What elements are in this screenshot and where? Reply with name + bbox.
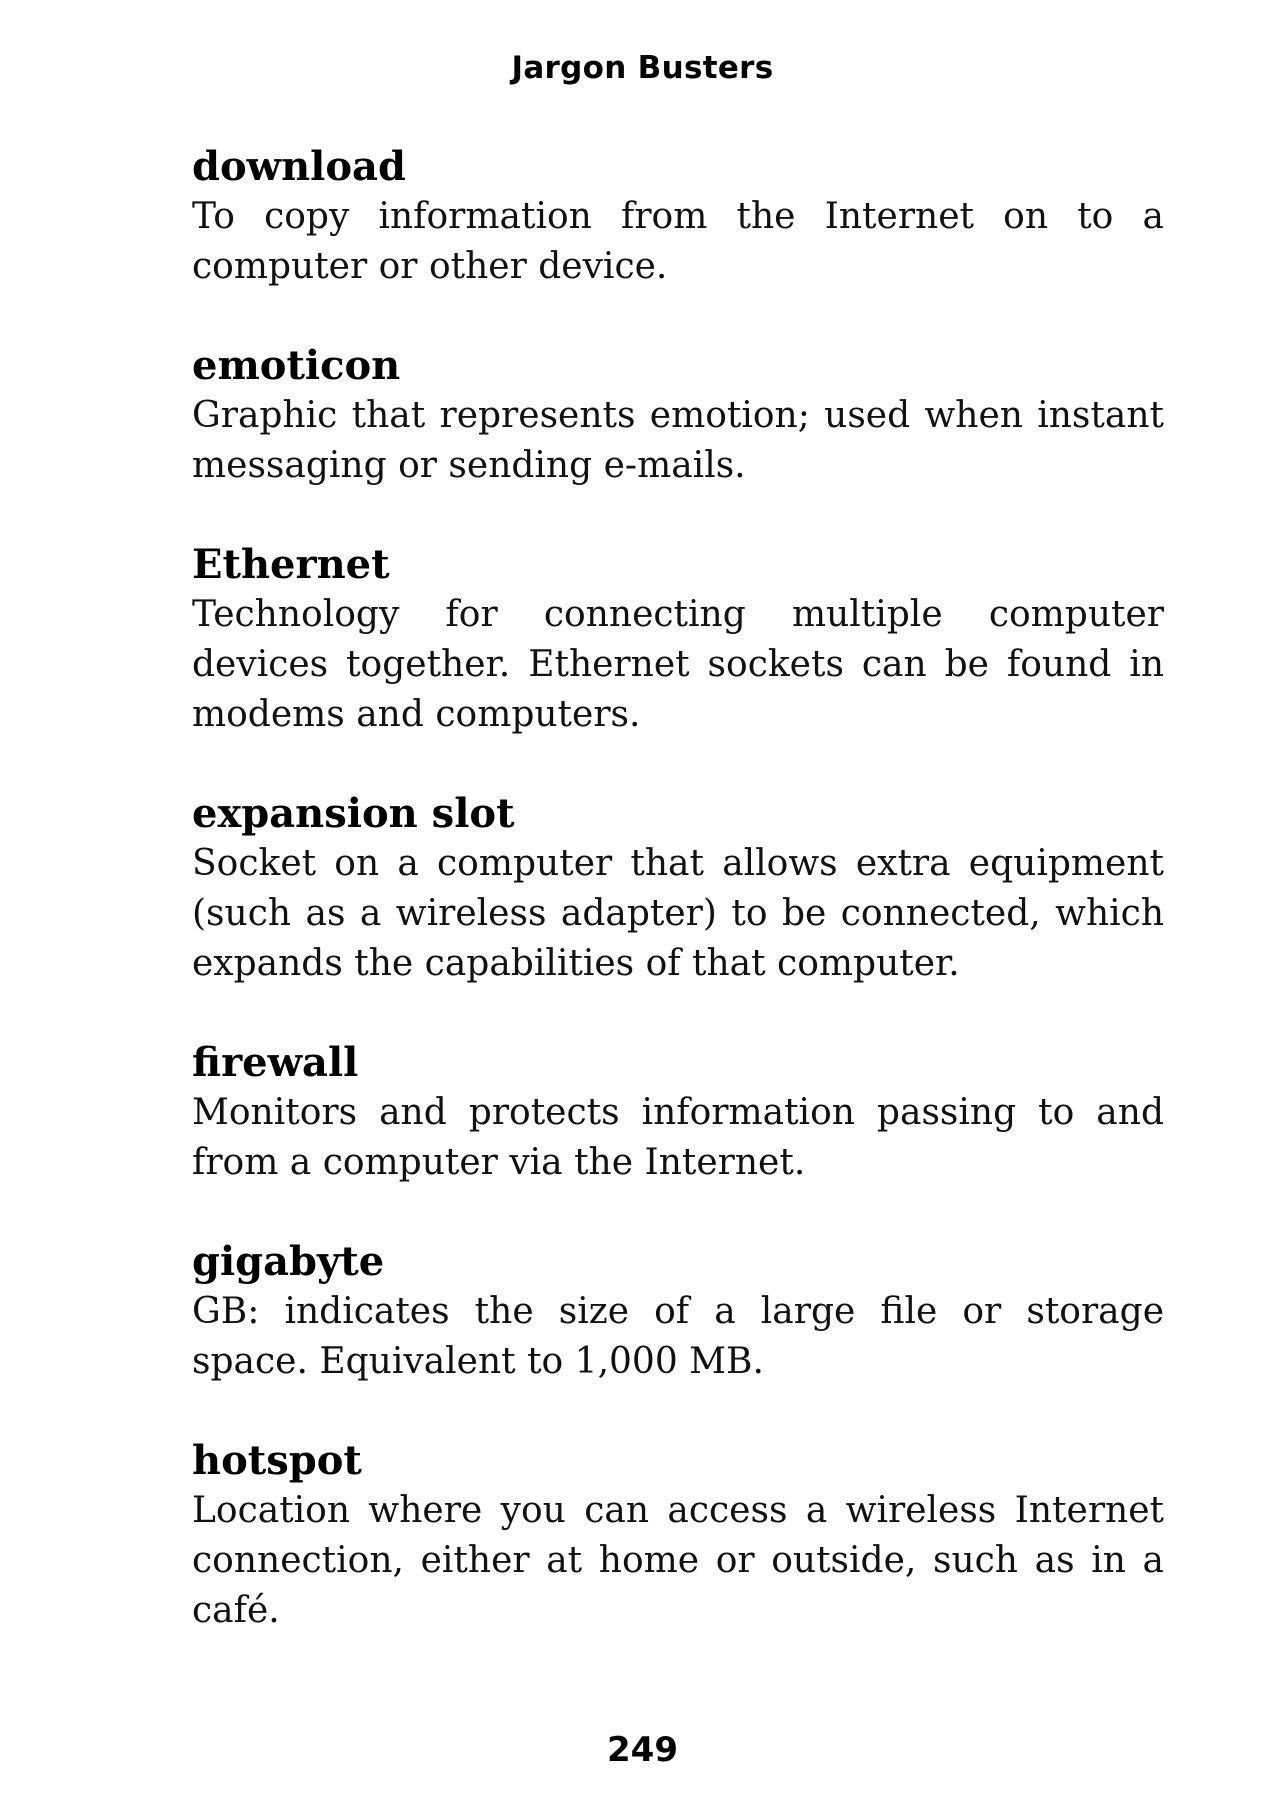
glossary-term: expansion slot — [192, 790, 515, 837]
glossary-term: hotspot — [192, 1437, 362, 1484]
glossary-definition: GB: indicates the size of a large file or storage space. Equivalent to 1,000 MB. — [192, 1291, 1164, 1382]
glossary-term: emoticon — [192, 342, 401, 389]
glossary-entry-expansion-slot — [192, 789, 1164, 989]
glossary-entry-emoticon — [192, 341, 1164, 491]
glossary-entry-download — [192, 142, 1164, 292]
glossary-entry-gigabyte — [192, 1237, 1164, 1387]
glossary-definition: To copy information from the Internet on to a computer or other device. — [192, 196, 1164, 287]
page-number: 249 — [607, 1730, 678, 1770]
glossary-definition: Socket on a computer that allows extra equipment (such as a wireless adapter) to be connected, which expands the capabilities of that computer. — [192, 843, 1164, 984]
glossary-term: gigabyte — [192, 1238, 385, 1285]
glossary-term: Ethernet — [192, 541, 390, 588]
glossary-definition: Graphic that represents emotion; used when instant messaging or sending e-mails. — [192, 395, 1164, 486]
glossary-entry-firewall — [192, 1038, 1164, 1188]
glossary-entry-ethernet — [192, 540, 1164, 740]
glossary-definition: Monitors and protects information passing to and from a computer via the Internet. — [192, 1092, 1164, 1183]
glossary-term: download — [192, 143, 406, 190]
glossary-definition: Location where you can access a wireless Internet connection, either at home or outside, such as in a café. — [192, 1490, 1164, 1631]
glossary-definition: Technology for connecting multiple computer devices together. Ethernet sockets can be found in modems and computers. — [192, 594, 1164, 735]
glossary-term: firewall — [192, 1039, 359, 1086]
glossary-list — [192, 142, 1164, 1685]
running-header: Jargon Busters — [511, 50, 774, 86]
glossary-entry-hotspot — [192, 1436, 1164, 1636]
